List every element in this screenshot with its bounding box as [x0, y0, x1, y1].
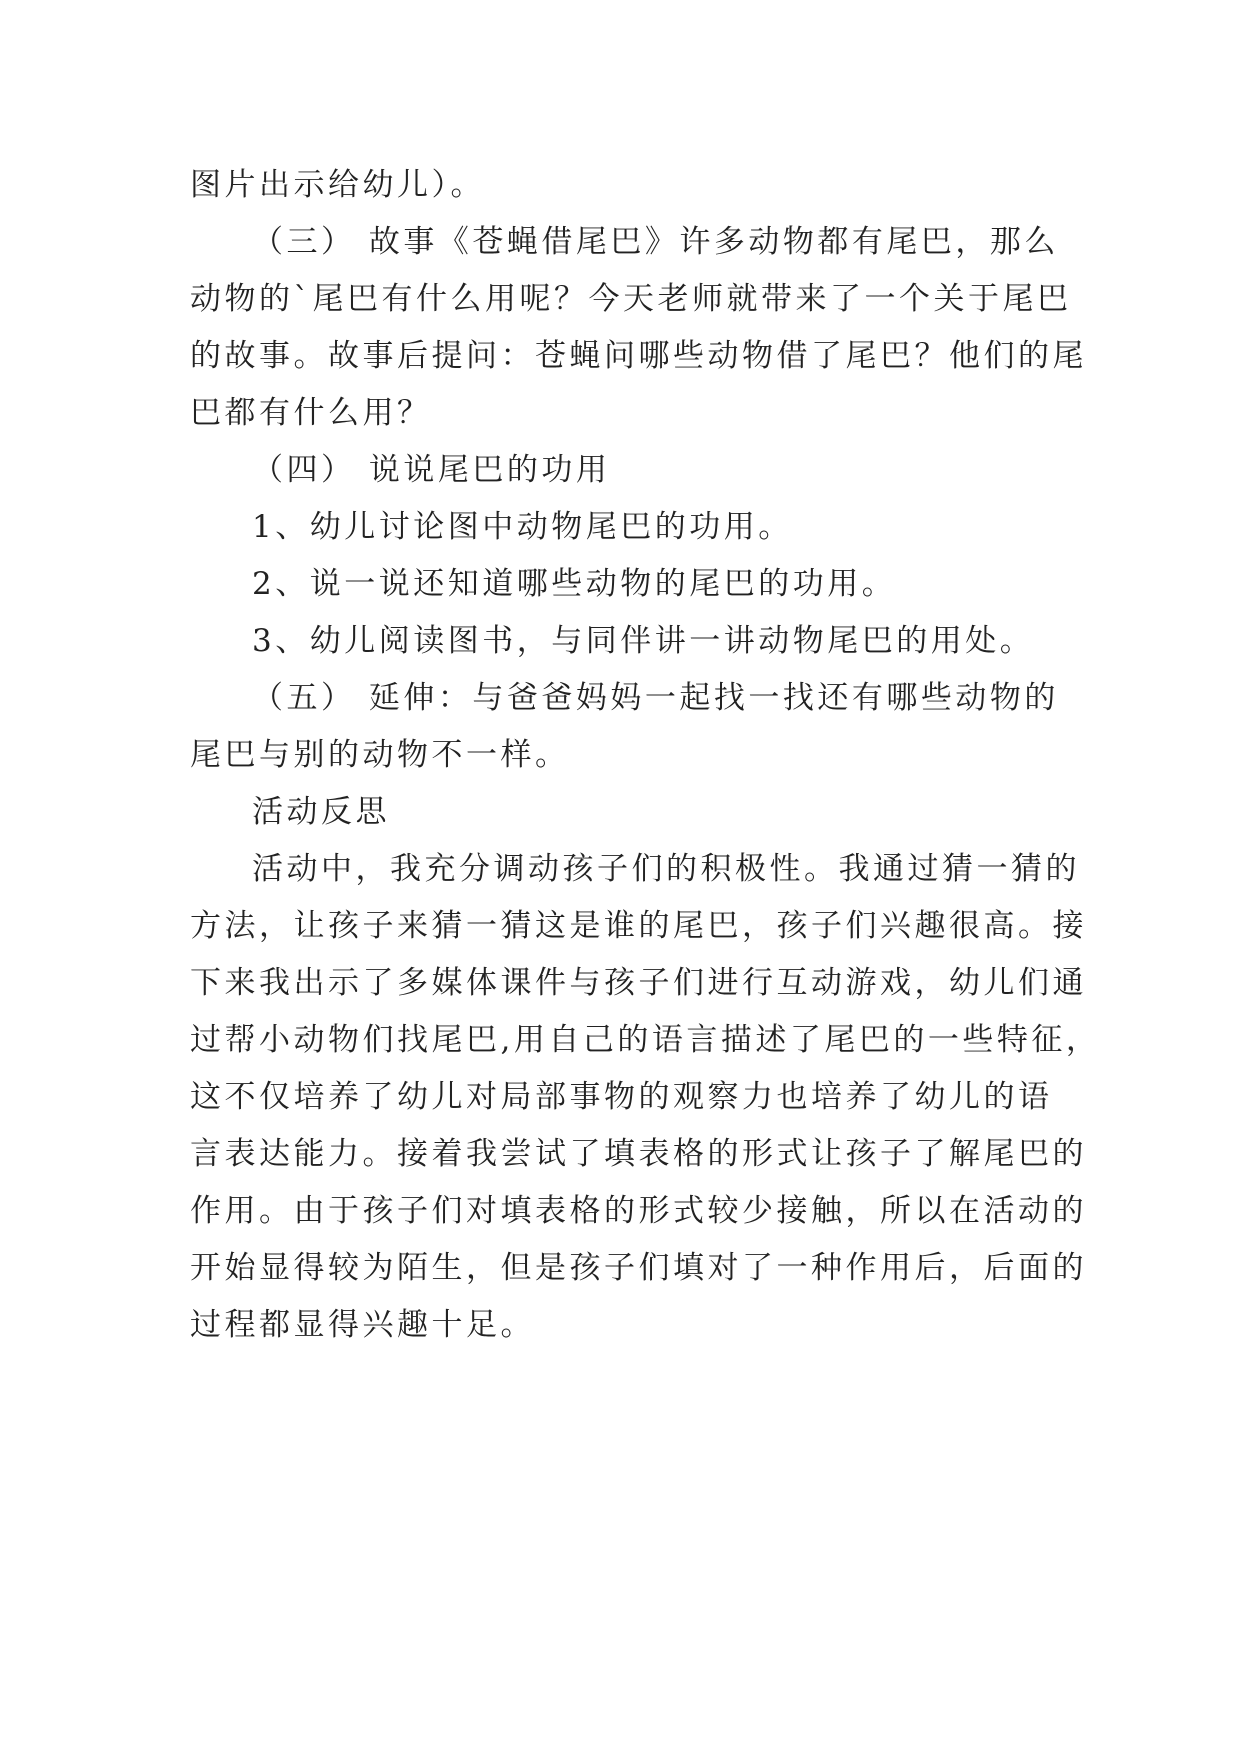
text-line: 动物的`尾巴有什么用呢？今天老师就带来了一个关于尾巴: [190, 281, 1072, 317]
text-line: 活动中，我充分调动孩子们的积极性。我通过猜一猜的: [252, 851, 1080, 887]
text-line: 尾巴与别的动物不一样。: [190, 737, 570, 773]
text-line: 言表达能力。接着我尝试了填表格的形式让孩子了解尾巴的: [190, 1136, 1087, 1172]
section-three-heading: （三） 故事《苍蝇借尾巴》许多动物都有尾巴，那么: [252, 224, 1059, 260]
text-line: 下来我出示了多媒体课件与孩子们进行互动游戏，幼儿们通: [190, 965, 1087, 1001]
text-line: 巴都有什么用？: [190, 395, 432, 431]
text-line: 方法，让孩子来猜一猜这是谁的尾巴，孩子们兴趣很高。接: [190, 908, 1087, 944]
reflection-heading: 活动反思: [252, 794, 390, 830]
text-line: 过帮小动物们找尾巴,用自己的语言描述了尾巴的一些特征，: [190, 1022, 1101, 1058]
list-item: 3、幼儿阅读图书，与同伴讲一讲动物尾巴的用处。: [252, 623, 1035, 659]
text-line: 图片出示给幼儿）。: [190, 167, 485, 203]
list-item: 2、说一说还知道哪些动物的尾巴的功用。: [252, 566, 897, 602]
section-five-heading: （五） 延伸：与爸爸妈妈一起找一找还有哪些动物的: [252, 680, 1059, 716]
text-line: 的故事。故事后提问：苍蝇问哪些动物借了尾巴？他们的尾: [190, 338, 1087, 374]
text-line: 过程都显得兴趣十足。: [190, 1307, 535, 1343]
text-line: 作用。由于孩子们对填表格的形式较少接触，所以在活动的: [190, 1193, 1087, 1229]
text-line: 这不仅培养了幼儿对局部事物的观察力也培养了幼儿的语: [190, 1079, 1053, 1115]
list-item: 1、幼儿讨论图中动物尾巴的功用。: [252, 509, 793, 545]
document-page: [190, 0, 1101, 1754]
text-line: 开始显得较为陌生，但是孩子们填对了一种作用后，后面的: [190, 1250, 1087, 1286]
section-four-heading: （四） 说说尾巴的功用: [252, 452, 611, 488]
